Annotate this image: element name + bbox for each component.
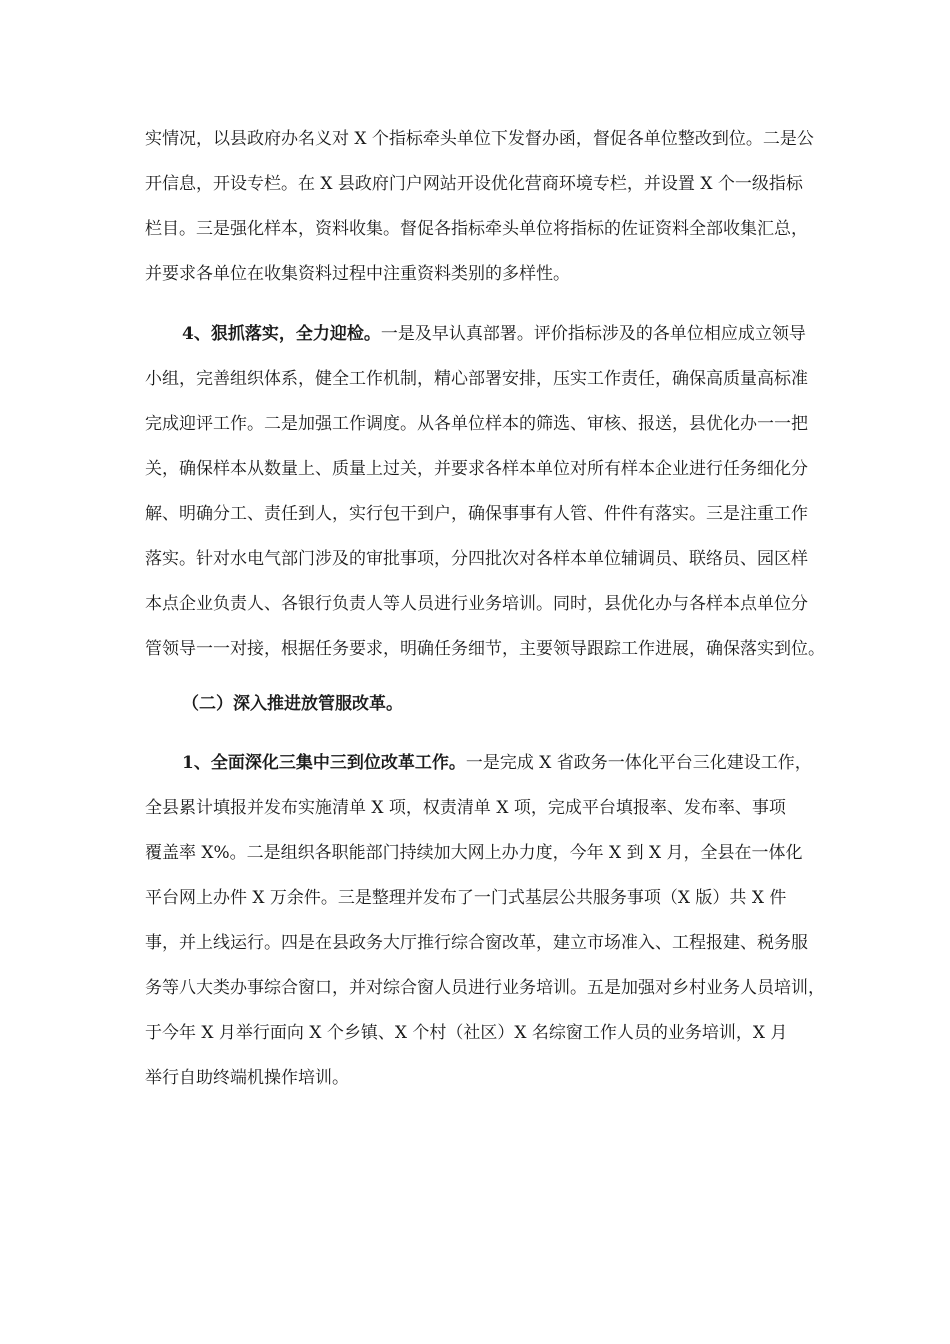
paragraph-heading: 1、全面深化三集中三到位改革工作。 <box>182 753 466 773</box>
paragraph-first-line <box>182 323 825 345</box>
text-line: 关，确保样本从数量上、质量上过关，并要求各样本单位对所有样本企业进行任务细化分 <box>145 459 808 479</box>
text-line: 覆盖率 X%。二是组织各职能部门持续加大网上办力度，今年 X 到 X 月，全县在一体化 <box>145 843 803 863</box>
text-line: 开信息，开设专栏。在 X 县政府门户网站开设优化营商环境专栏，并设置 X 个一级指标 <box>145 174 803 194</box>
text-run: 一是完成 X 省政务一体化平台三化建设工作， <box>465 753 812 773</box>
text-line: 全县累计填报并发布实施清单 X 项，权责清单 X 项，完成平台填报率、发布率、事项 <box>145 798 786 818</box>
text-run: 一是及早认真部署。评价指标涉及的各单位相应成立领导 <box>380 324 806 344</box>
text-line: 完成迎评工作。二是加强工作调度。从各单位样本的筛选、审核、报送，县优化办一一把 <box>145 414 808 434</box>
text-line: 事，并上线运行。四是在县政务大厅推行综合窗改革，建立市场准入、工程报建、税务服 <box>145 933 808 953</box>
text-line: 平台网上办件 X 万余件。三是整理并发布了一门式基层公共服务事项（X 版）共 X 件 <box>145 888 787 908</box>
text-line: 管领导一一对接，根据任务要求，明确任务细节，主要领导跟踪工作进展，确保落实到位。 <box>145 639 825 659</box>
text-line: 于今年 X 月举行面向 X 个乡镇、X 个村（社区）X 名综窗工作人员的业务培训，X 月 <box>145 1023 788 1043</box>
text-line: 举行自助终端机操作培训。 <box>145 1068 349 1088</box>
paragraph-heading: 4、狠抓落实，全力迎检。 <box>182 324 381 344</box>
text-line: 并要求各单位在收集资料过程中注重资料类别的多样性。 <box>145 264 570 284</box>
text-line: 小组，完善组织体系，健全工作机制，精心部署安排，压实工作责任，确保高质量高标准 <box>145 369 808 389</box>
text-line: 本点企业负责人、各银行负责人等人员进行业务培训。同时，县优化办与各样本点单位分 <box>145 594 808 614</box>
section-heading: （二）深入推进放管服改革。 <box>182 694 403 714</box>
text-line: 实情况，以县政府办名义对 X 个指标牵头单位下发督办函，督促各单位整改到位。二是公 <box>145 129 814 149</box>
text-line: 栏目。三是强化样本，资料收集。督促各指标牵头单位将指标的佐证资料全部收集汇总， <box>145 219 808 239</box>
paragraph-first-line <box>182 752 825 774</box>
text-line: 解、明确分工、责任到人，实行包干到户，确保事事有人管、件件有落实。三是注重工作 <box>145 504 808 524</box>
text-line: 务等八大类办事综合窗口，并对综合窗人员进行业务培训。五是加强对乡村业务人员培训， <box>145 978 825 998</box>
text-line: 落实。针对水电气部门涉及的审批事项，分四批次对各样本单位辅调员、联络员、园区样 <box>145 549 808 569</box>
